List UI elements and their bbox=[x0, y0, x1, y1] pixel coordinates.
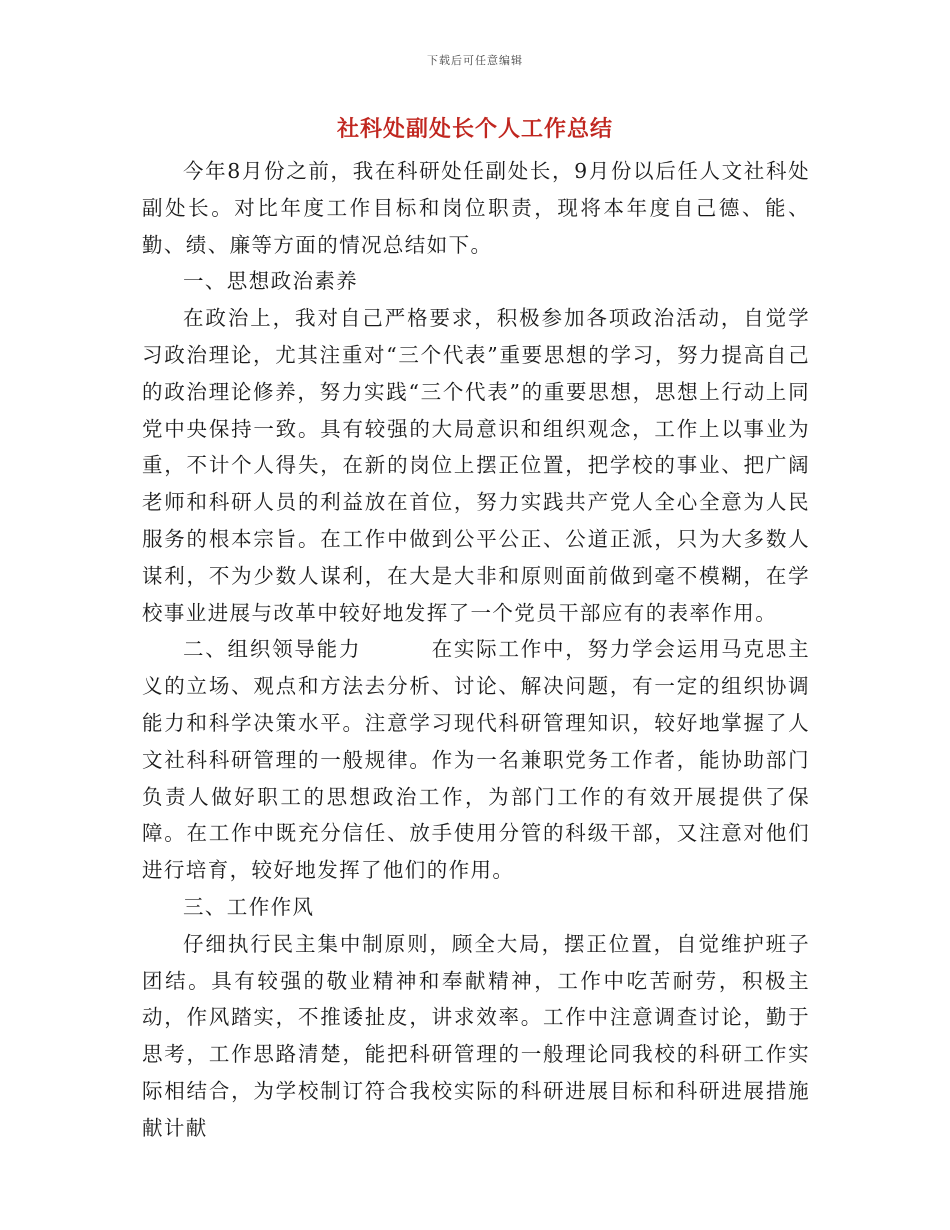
page-header: 下载后可任意编辑 bbox=[427, 54, 523, 67]
section-heading-leadership: 二、组织领导能力 bbox=[183, 637, 362, 662]
section-leadership bbox=[142, 631, 810, 889]
intro-paragraph: 今年8月份之前，我在科研处任副处长，9月份以后任人文社科处副处长。对比年度工作目标和岗位职责，现将本年度自己德、能、勤、绩、廉等方面的情况总结如下。 bbox=[142, 159, 810, 257]
section-heading-workstyle: 三、工作作风 bbox=[183, 894, 315, 919]
section-heading-politics: 一、思想政治素养 bbox=[183, 269, 359, 294]
document-body bbox=[142, 153, 810, 1147]
section-body-workstyle: 仔细执行民主集中制原则，顾全大局，摆正位置，自觉维护班子团结。具有较强的敬业精神和奉献精神，工作中吃苦耐劳，积极主动，作风踏实，不推诿扯皮，讲求效率。工作中注意调查讨论，勤于思考，工作思路清楚，能把科研管理的一般理论同我校的科研工作实际相结合，为学校制订符合我校实际的科研进展目标和科研进展措施献计献 bbox=[142, 931, 810, 1140]
document-title: 社科处副处长个人工作总结 bbox=[336, 117, 613, 142]
section-body-politics: 在政治上，我对自己严格要求，积极参加各项政治活动，自觉学习政治理论，尤其注重对“三个代表”重要思想的学习，努力提高自己的政治理论修养，努力实践“三个代表”的重要思想，思想上行动上同党中央保持一致。具有较强的大局意识和组织观念，工作上以事业为重，不计个人得失，在新的岗位上摆正位置，把学校的事业、把广阔老师和科研人员的利益放在首位，努力实践共产党人全心全意为人民服务的根本宗旨。在工作中做到公平公正、公道正派，只为大多数人谋利，不为少数人谋利，在大是大非和原则面前做到毫不模糊，在学校事业进展与改革中较好地发挥了一个党员干部应有的表率作用。 bbox=[142, 306, 810, 625]
section-body-leadership: 在实际工作中，努力学会运用马克思主义的立场、观点和方法去分析、讨论、解决问题，有一定的组织协调能力和科学决策水平。注意学习现代科研管理知识，较好地掌握了人文社科科研管理的一般规律。作为一名兼职党务工作者，能协助部门负责人做好职工的思想政治工作，为部门工作的有效开展提供了保障。在工作中既充分信任、放手使用分管的科级干部，又注意对他们进行培育，较好地发挥了他们的作用。 bbox=[142, 637, 810, 883]
